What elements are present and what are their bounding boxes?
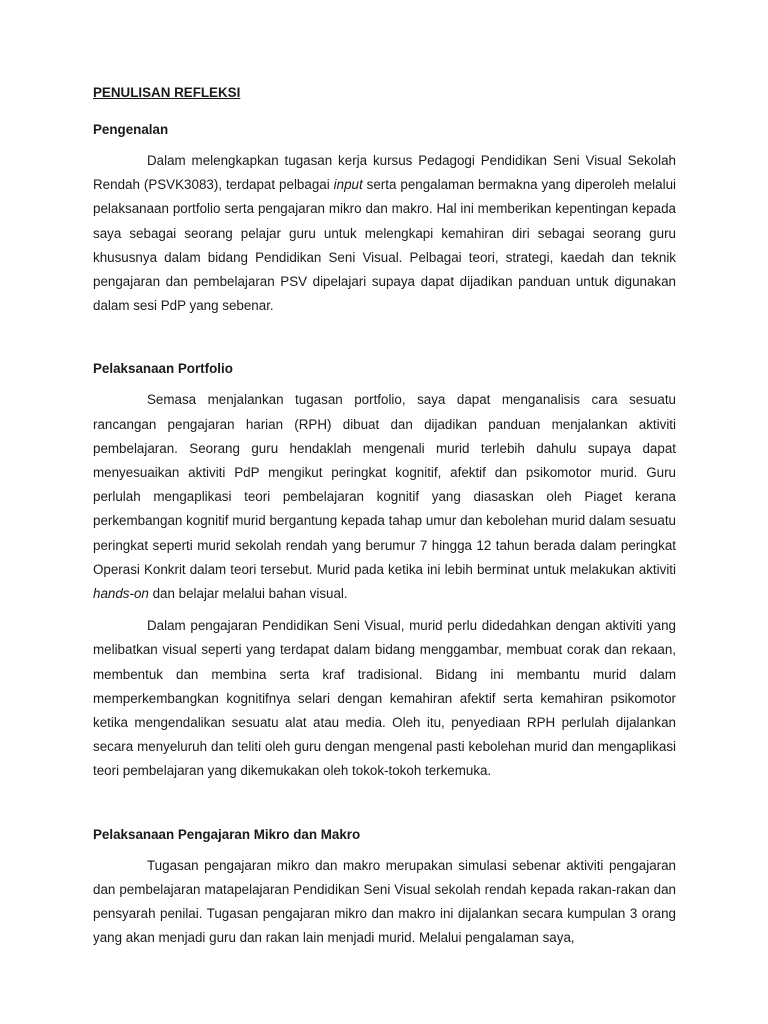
body-paragraph: [93, 149, 676, 318]
section-heading: Pengenalan: [93, 122, 169, 137]
spacer: [93, 318, 676, 360]
italic-text: hands-on: [93, 586, 149, 602]
text-run: Dalam pengajaran Pendidikan Seni Visual, murid perlu didedahkan dengan aktiviti yang melibatkan visual seperti yang terdapat dalam bidang menggambar, membuat corak dan rekaan, membentuk dan membina serta kraf tradisional. Bidang ini membantu murid dalam memperkembangkan kognitifnya selari dengan kemahiran afektif serta kemahiran psikomotor ketika mengendalikan sesuatu alat atau media. Oleh itu, penyediaan RPH perlulah dijalankan secara menyeluruh dan teliti oleh guru dengan mengenal pasti kebolehan murid dan mengaplikasi teori pembelajaran yang dikemukakan oleh tokok-tokoh terkemuka.: [93, 618, 676, 779]
document-page: [93, 84, 676, 950]
spacer: [93, 844, 676, 854]
body-paragraph: [93, 854, 676, 951]
text-run: dan belajar melalui bahan visual.: [148, 586, 348, 602]
spacer: [93, 378, 676, 388]
body-paragraph: [93, 388, 676, 606]
text-run: serta pengalaman bermakna yang diperoleh melalui pelaksanaan portfolio serta pengajaran mikro dan makro. Hal ini memberikan kepentingan kepada saya sebagai seorang pelajar guru untuk melengkapi kemahiran diri sebagai seorang guru khususnya dalam bidang Pendidikan Seni Visual. Pelbagai teori, strategi, kaedah dan teknik pengajaran dan pembelajaran PSV dipelajari supaya dapat dijadikan panduan untuk digunakan dalam sesi PdP yang sebenar.: [93, 177, 676, 314]
body-paragraph: [93, 614, 676, 783]
spacer: [93, 784, 676, 826]
text-run: Semasa menjalankan tugasan portfolio, saya dapat menganalisis cara sesuatu rancangan pengajaran harian (RPH) dibuat dan dijadikan panduan menjalankan aktiviti pembelajaran. Seorang guru hendaklah mengenali murid terlebih dahulu supaya dapat menyesuaikan aktiviti PdP mengikut peringkat kognitif, afektif dan psikomotor murid. Guru perlulah mengaplikasi teori pembelajaran kognitif yang diasaskan oleh Piaget kerana perkembangan kognitif murid bergantung kepada tahap umur dan kebolehan murid dalam sesuatu peringkat seperti murid sekolah rendah yang berumur 7 hingga 12 tahun berada dalam peringkat Operasi Konkrit dalam teori tersebut. Murid pada ketika ini lebih berminat untuk melakukan aktiviti: [93, 392, 676, 577]
spacer: [93, 606, 676, 614]
italic-text: input: [333, 177, 363, 193]
section-heading: Pelaksanaan Pengajaran Mikro dan Makro: [93, 826, 361, 842]
section-heading: Pelaksanaan Portfolio: [93, 361, 233, 377]
document-body: [93, 121, 676, 950]
text-run: Tugasan pengajaran mikro dan makro merupakan simulasi sebenar aktiviti pengajaran dan pembelajaran matapelajaran Pendidikan Seni Visual sekolah rendah kepada rakan-rakan dan pensyarah penilai. Tugasan pengajaran mikro dan makro ini dijalankan secara kumpulan 3 orang yang akan menjadi guru dan rakan lain menjadi murid. Melalui pengalaman saya,: [93, 857, 676, 946]
document-title: PENULISAN REFLEKSI: [93, 85, 241, 100]
spacer: [93, 139, 676, 149]
text-run: Dalam melengkapkan tugasan kerja kursus Pedagogi Pendidikan Seni Visual Sekolah Rendah (PSVK3083), terdapat pelbagai: [93, 153, 676, 193]
